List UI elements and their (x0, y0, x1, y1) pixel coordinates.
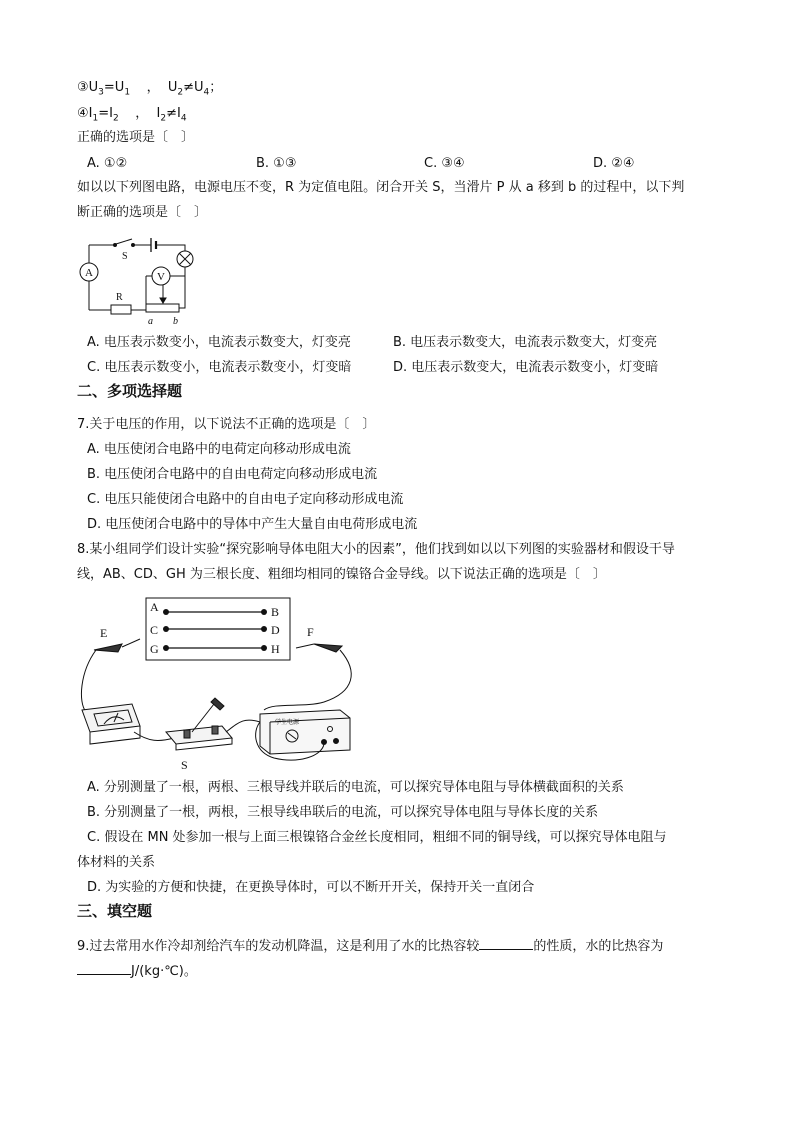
q6-label-S: S (122, 251, 128, 262)
q6-option-c[interactable]: C. 电压表示数变小，电流表示数变小，灯变暗 (87, 360, 352, 375)
q8-option-b[interactable]: B. 分别测量了一根，两根，三根导线串联后的电流，可以探究导体电阻与导体长度的关系 (87, 805, 599, 820)
q8-label-G: G (150, 642, 159, 656)
q8-stem-line2: 线，AB、CD、GH 为三根长度、粗细均相同的镍铬合金导线。以下说法正确的选项是〔 〕 (77, 567, 606, 582)
q7-option-b[interactable]: B. 电压使闭合电路中的自由电荷定向移动形成电流 (87, 467, 378, 482)
q5-option-b[interactable]: B. ①③ (256, 156, 297, 171)
q9-text-part2: 的性质，水的比热容为 (533, 939, 664, 954)
q6-label-A: A (85, 267, 93, 279)
q8-stem-line1: 8.某小组同学们设计实验“探究影响导体电阻大小的因素”，他们找到如以以下列图的实验器材和假设干导 (77, 542, 675, 557)
q6-stem-line1: 如以以下列图电路，电源电压不变，R 为定值电阻。闭合开关 S，当滑片 P 从 a 移到 b 的过程中，以下判 (77, 180, 685, 195)
q7-option-d[interactable]: D. 电压使闭合电路中的导体中产生大量自由电荷形成电流 (87, 517, 418, 532)
q8-label-A: A (150, 600, 159, 614)
q8-option-c-continued: 体材料的关系 (77, 855, 156, 870)
q6-circuit-diagram (74, 230, 204, 327)
q8-label-E: E (100, 626, 108, 640)
q8-power-supply-label: 学生电源 (275, 720, 300, 726)
q6-label-a: a (148, 316, 153, 327)
q8-label-F: F (307, 625, 314, 639)
q7-option-c[interactable]: C. 电压只能使闭合电路中的自由电子定向移动形成电流 (87, 492, 404, 507)
q8-label-C: C (150, 623, 159, 637)
section-heading-multiple-choice: 二、多项选择题 (77, 382, 183, 400)
q6-label-b: b (173, 316, 178, 327)
q9-blank-2[interactable] (77, 960, 131, 975)
q8-option-d[interactable]: D. 为实验的方便和快捷，在更换导体时，可以不断开开关，保持开关一直闭合 (87, 880, 535, 895)
q6-stem-line2: 断正确的选项是〔 〕 (77, 205, 208, 220)
q9-unit: J/(kg·℃)。 (131, 964, 197, 979)
q8-label-H: H (271, 642, 280, 656)
q8-option-a[interactable]: A. 分别测量了一根，两根、三根导线并联后的电流，可以探究导体电阻与导体横截面积的关系 (87, 780, 624, 795)
q8-label-S: S (181, 758, 188, 772)
q9-text-part1: 9.过去常用水作冷却剂给汽车的发动机降温，这是利用了水的比热容较 (77, 939, 480, 954)
q5-option-a[interactable]: A. ①② (87, 156, 128, 171)
q8-label-B: B (271, 605, 280, 619)
q7-stem: 7.关于电压的作用，以下说法不正确的选项是〔 〕 (77, 417, 376, 432)
q6-label-V: V (157, 271, 165, 283)
q5-option-c[interactable]: C. ③④ (424, 156, 465, 171)
statement-3: $③U_3=U_1$ ， $U_2\ne U_4$； (77, 80, 223, 98)
q8-experiment-figure (74, 592, 364, 777)
q9-line1 (77, 935, 663, 957)
q6-label-R: R (116, 292, 123, 303)
q7-option-a[interactable]: A. 电压使闭合电路中的电荷定向移动形成电流 (87, 442, 351, 457)
q9-line2 (77, 960, 197, 982)
q6-option-d[interactable]: D. 电压表示数变大，电流表示数变小，灯变暗 (393, 360, 659, 375)
q6-option-a[interactable]: A. 电压表示数变小，电流表示数变大，灯变亮 (87, 335, 351, 350)
section-heading-fill-in: 三、填空题 (77, 902, 153, 920)
q8-option-c[interactable]: C. 假设在 MN 处参加一根与上面三根镍铬合金丝长度相同，粗细不同的铜导线，可以探究导体电阻与 (87, 830, 667, 845)
q8-label-D: D (271, 623, 280, 637)
statement-4: $④I_1=I_2$ ， $I_2\ne I_4$ (77, 106, 187, 124)
q5-prompt: 正确的选项是〔 〕 (77, 130, 195, 145)
q9-blank-1[interactable] (479, 935, 533, 950)
q5-option-d[interactable]: D. ②④ (593, 156, 635, 171)
q6-option-b[interactable]: B. 电压表示数变大，电流表示数变大，灯变亮 (393, 335, 658, 350)
